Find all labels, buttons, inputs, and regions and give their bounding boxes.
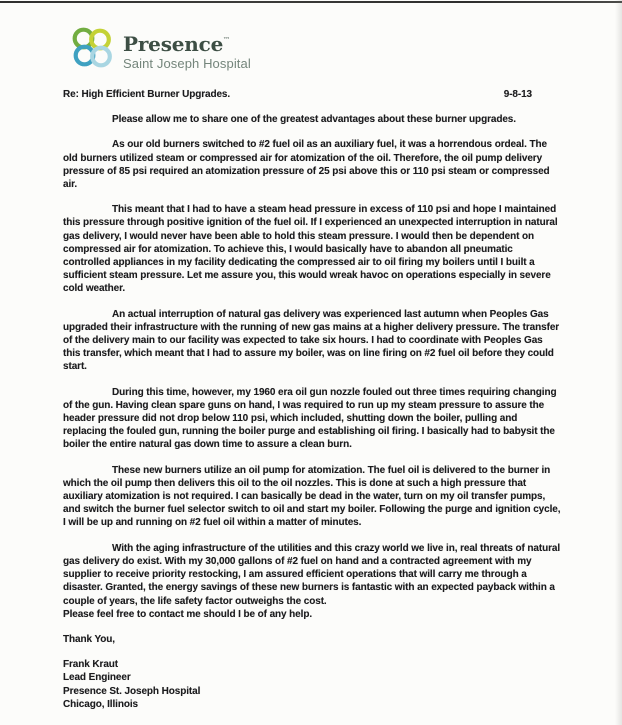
paragraph-aging-infrastructure: With the aging infrastructure of the utilities and this crazy world we live in, real threats of natural gas delivery do exist. With my 30,000 gallons of #2 fuel on hand and a contracted agreement with my supplier to receive priority restocking, I am assured efficient operations that will carry me through a disaster. Granted, the energy savings of these new burners is fantastic with an expected payback within a couple of years, the life safety factor outweighs the cost. [63,542,561,607]
signature-block [63,658,562,711]
subject-row [63,88,562,101]
paragraph-peoples-gas: An actual interruption of natural gas delivery was experienced last autumn when Peoples Gas upgraded their infrastructure with the running of new gas mains at a higher delivery pressure. The transfer of the delivery main to our facility was expected to take six hours. I had to coordinate with Peoples Gas this transfer, which meant that I had to assure my boiler, was on line firing on #2 fuel oil before they could start. [63,308,560,373]
brand-subtitle: Saint Joseph Hospital [123,56,251,71]
brand-wordmark: Presence [123,32,224,56]
presence-cloverleaf-logo-icon [70,26,115,73]
scan-right-edge-artifact [615,0,622,725]
brand-block [123,26,251,71]
trademark-symbol: ™ [223,36,230,44]
signature-location: Chicago, Illinois [63,698,138,710]
signature-title: Lead Engineer [63,672,131,684]
scan-top-edge-artifact [0,1,622,3]
letter-body [63,88,562,711]
signature-organization: Presence St. Joseph Hospital [63,685,201,697]
brand-name [123,29,251,55]
paragraph-intro: Please allow me to share one of the greatest advantages about these burner upgrades. [112,114,516,126]
letter-date: 9-8-13 [503,89,532,100]
paragraph-old-burners: As our old burners switched to #2 fuel oil as an auxiliary fuel, it was a horrendous ordeal. The old burners utilized steam or compressed air for atomization of the oil. Therefore, the oil pump delivery pressure of 85 psi required an atomization pressure of 25 psi above this or 110 psi steam or compressed air. [63,139,550,191]
paragraph-new-burners: These new burners utilize an oil pump for atomization. The fuel oil is delivered to the burner in which the oil pump then delivers this oil to the oil nozzles. This is done at such a high pressure that auxiliary atomization is not required. I can basically be dead in the water, turn on my oil transfer pumps, and switch the burner fuel selector switch to oil and start my boiler. Following the purge and ignition cycle, I will be up and running on #2 fuel oil within a matter of minutes. [63,464,561,529]
paragraph-oil-gun-nozzle: During this time, however, my 1960 era oil gun nozzle fouled out three times requiring changing of the gun. Having clean spare guns on hand, I was required to run up my steam pressure to assure the header pressure did not drop below 110 psi, which included, shutting down the boiler, pulling and replacing the fouled gun, running the boiler purge and establishing oil firing. I basically had to babysit the boiler the entire natural gas down time to assure a clean burn. [63,386,557,451]
subject-line: Re: High Efficient Burner Upgrades. [63,89,231,100]
closing-salutation: Thank You, [63,633,115,645]
letterhead [70,26,251,73]
paragraph-contact-offer: Please feel free to contact me should I be of any help. [63,608,313,620]
paragraph-steam-pressure: This meant that I had to have a steam head pressure in excess of 110 psi and hope I maintained this pressure through positive ignition of the fuel oil. If I experienced an unexpected interruption in natural gas delivery, I would never have been able to hold this steam pressure. I would then be dependent on compressed air for atomization. To achieve this, I would basically have to abandon all pneumatic controlled appliances in my facility dedicating the compressed air to oil firing my boilers until I built a sufficient steam pressure. Let me assure you, this would wreak havoc on operations especially in severe cold weather. [63,204,558,295]
signature-name: Frank Kraut [63,659,119,671]
